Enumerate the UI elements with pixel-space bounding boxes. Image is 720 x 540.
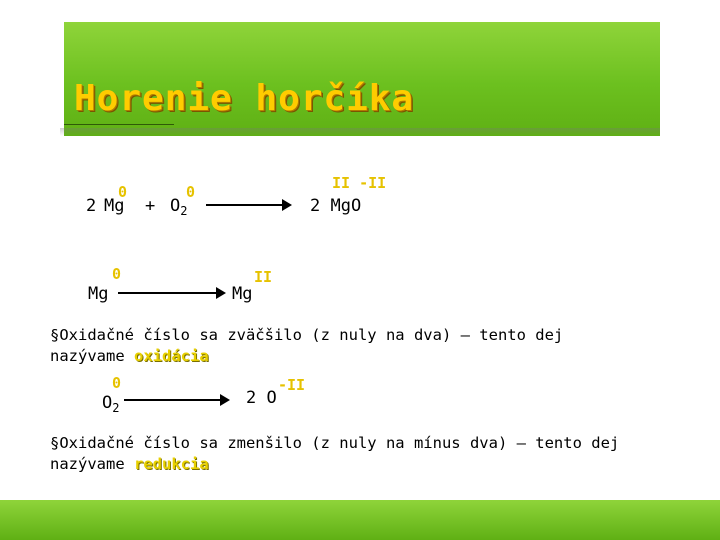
title-underline	[64, 124, 174, 125]
oxidation-right: Mg	[232, 284, 253, 304]
reduction-left-ox: 0	[112, 374, 122, 392]
footer-band	[0, 500, 720, 540]
banner-shadow	[60, 128, 660, 136]
oxidation-left: Mg	[88, 284, 109, 304]
oxidation-text	[50, 325, 563, 367]
equation-product: 2 MgO	[310, 196, 362, 216]
equation-arrow	[206, 204, 290, 206]
oxidation-arrow	[118, 292, 224, 294]
oxidation-right-ox: II	[254, 268, 273, 286]
equation-reactant2-sub: 2	[180, 204, 188, 218]
reduction-left: $O_2$	[102, 393, 120, 415]
slide-title: Horenie horčíka	[74, 78, 415, 119]
oxidation-text-line1: Oxidačné číslo sa zväčšilo (z nuly na dva) – tento dej	[59, 326, 564, 344]
equation-reactant1: Mg	[104, 196, 125, 216]
reduction-text	[50, 433, 619, 475]
bullet-icon: §	[50, 434, 60, 452]
equation-plus: +	[145, 196, 156, 216]
reduction-text-prefix: nazývame	[50, 455, 125, 473]
reduction-text-line1: Oxidačné číslo sa zmenšilo (z nuly na mínus dva) – tento dej	[59, 434, 620, 452]
reduction-right: 2 O	[246, 388, 277, 408]
reduction-right-ox: -II	[278, 376, 306, 394]
equation-product-ox: II -II	[332, 174, 387, 192]
reduction-left-sub: 2	[112, 401, 120, 415]
oxidation-text-prefix: nazývame	[50, 347, 125, 365]
equation-reactant1-coef: 2	[86, 196, 97, 216]
bullet-icon: §	[50, 326, 60, 344]
equation-reactant2: $O_2$	[170, 196, 188, 218]
reduction-arrow	[124, 399, 228, 401]
equation-reactant1-ox: 0	[118, 183, 128, 201]
oxidation-left-ox: 0	[112, 265, 122, 283]
equation-reactant2-ox: 0	[186, 183, 196, 201]
reduction-term: redukcia	[134, 455, 209, 473]
oxidation-term: oxidácia	[134, 347, 209, 365]
